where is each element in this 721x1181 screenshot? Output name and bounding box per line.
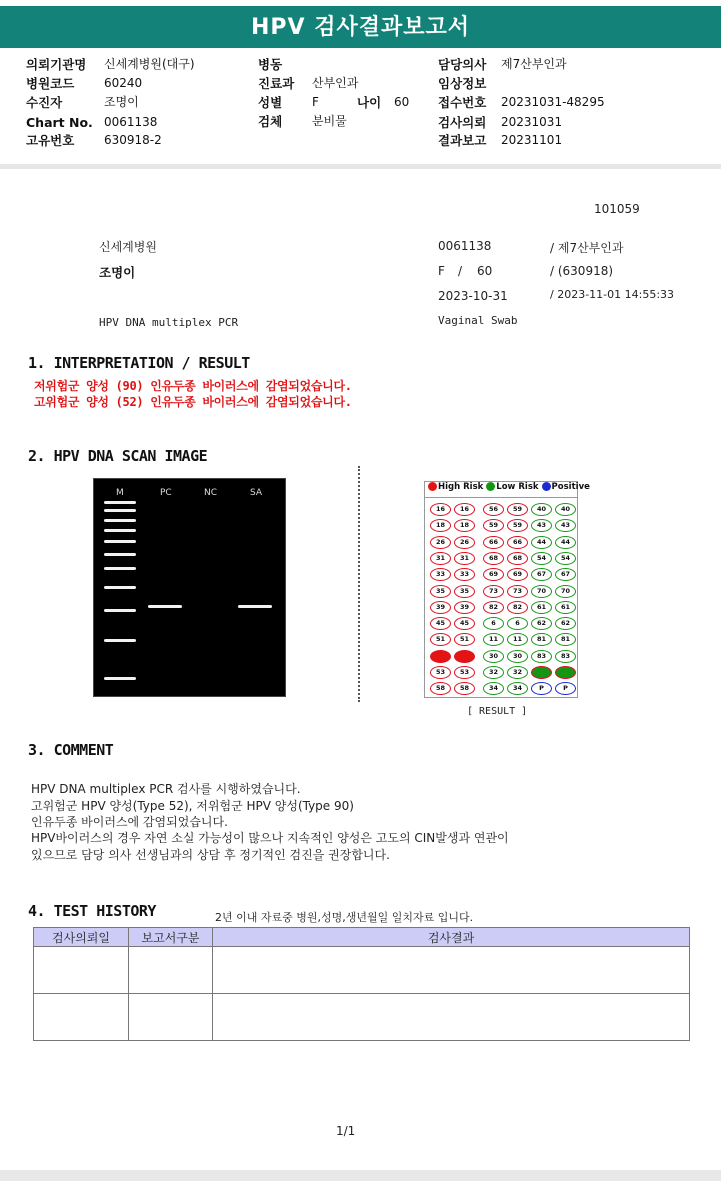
comment-line-2: 고위험군 HPV 양성(Type 52), 저위험군 HPV 양성(Type 90) bbox=[31, 799, 354, 813]
plate-well: 51 bbox=[454, 633, 475, 646]
info-collect-date: 2023-10-31 bbox=[438, 289, 508, 303]
label-receipt-no: 접수번호 bbox=[438, 95, 487, 110]
high-risk-dot-icon bbox=[428, 482, 437, 491]
value-specimen: 분비물 bbox=[312, 114, 347, 128]
marker-band bbox=[104, 586, 136, 589]
marker-band bbox=[104, 519, 136, 522]
result-line-1: 저위험군 양성 (90) 인유두종 바이러스에 감염되었습니다. bbox=[34, 379, 352, 393]
plate-well: 44 bbox=[531, 536, 552, 549]
plate-well: 82 bbox=[507, 601, 528, 614]
page-number: 1/1 bbox=[336, 1124, 356, 1138]
plate-well: 90 bbox=[531, 666, 552, 679]
marker-band bbox=[104, 529, 136, 532]
legend-high-risk: High Risk bbox=[438, 482, 484, 492]
value-doctor: 제7산부인과 bbox=[501, 57, 567, 71]
plate-well: 59 bbox=[507, 503, 528, 516]
plate-well: 56 bbox=[483, 503, 504, 516]
plate-well: 18 bbox=[430, 519, 451, 532]
label-request-date: 검사의뢰 bbox=[438, 115, 487, 130]
section-interpretation-heading: 1. INTERPRETATION / RESULT bbox=[28, 354, 250, 372]
plate-well: 33 bbox=[430, 568, 451, 581]
report-title: HPV 검사결과보고서 bbox=[0, 6, 721, 48]
plate-well: 32 bbox=[507, 666, 528, 679]
label-age: 나이 bbox=[357, 95, 382, 110]
plate-well: 58 bbox=[454, 682, 475, 695]
table-cell bbox=[129, 947, 213, 994]
plate-well: 54 bbox=[531, 552, 552, 565]
value-hospital-code: 60240 bbox=[104, 76, 143, 90]
label-clinical-info: 임상정보 bbox=[438, 76, 487, 91]
plate-well: 6 bbox=[507, 617, 528, 630]
plate-well: 59 bbox=[507, 519, 528, 532]
marker-band bbox=[104, 553, 136, 556]
info-patient: 조명이 bbox=[99, 265, 136, 280]
table-cell bbox=[129, 994, 213, 1041]
info-report-datetime: / 2023-11-01 14:55:33 bbox=[550, 288, 675, 301]
label-requester: 의뢰기관명 bbox=[26, 57, 87, 72]
plate-well: 68 bbox=[483, 552, 504, 565]
plate-well: 70 bbox=[531, 585, 552, 598]
divider bbox=[0, 164, 721, 169]
legend-low-risk: Low Risk bbox=[496, 482, 539, 492]
table-row bbox=[34, 947, 690, 994]
info-dept: / 제7산부인과 bbox=[550, 241, 624, 255]
history-header-result: 검사결과 bbox=[213, 928, 690, 947]
gel-lane-label-m: M bbox=[116, 488, 124, 498]
plate-well: P bbox=[555, 682, 576, 695]
plate-well: 68 bbox=[507, 552, 528, 565]
plate-well: 53 bbox=[430, 666, 451, 679]
plate-well: 83 bbox=[555, 650, 576, 663]
plate-well: 44 bbox=[555, 536, 576, 549]
positive-dot-icon bbox=[542, 482, 551, 491]
label-doctor: 담당의사 bbox=[438, 57, 487, 72]
plate-well: 53 bbox=[454, 666, 475, 679]
plate-well: 11 bbox=[483, 633, 504, 646]
plate-well: 31 bbox=[454, 552, 475, 565]
plate-well: 66 bbox=[483, 536, 504, 549]
info-age: 60 bbox=[477, 264, 493, 278]
plate-well: 81 bbox=[555, 633, 576, 646]
plate-well: 70 bbox=[555, 585, 576, 598]
section-comment-heading: 3. COMMENT bbox=[28, 741, 114, 759]
value-sex: F bbox=[312, 95, 319, 109]
label-hospital-code: 병원코드 bbox=[26, 76, 75, 91]
comment-line-5: 있으므로 담당 의사 선생님과의 상담 후 정기적인 검진을 권장합니다. bbox=[31, 848, 390, 862]
plate-well: 43 bbox=[531, 519, 552, 532]
plate-well: 43 bbox=[555, 519, 576, 532]
marker-band bbox=[104, 501, 136, 504]
history-header-request-date: 검사의뢰일 bbox=[34, 928, 129, 947]
value-receipt-no: 20231031-48295 bbox=[501, 95, 605, 109]
label-sex: 성별 bbox=[258, 95, 283, 110]
plate-well: 82 bbox=[483, 601, 504, 614]
pc-band bbox=[148, 605, 182, 608]
comment-line-4: HPV바이러스의 경우 자연 소실 가능성이 많으나 지속적인 양성은 고도의 CIN발생과 연관이 bbox=[31, 831, 509, 845]
plate-well: 35 bbox=[430, 585, 451, 598]
value-patient: 조명이 bbox=[104, 95, 139, 109]
marker-band bbox=[104, 509, 136, 512]
table-cell bbox=[213, 947, 690, 994]
label-patient: 수진자 bbox=[26, 95, 63, 110]
table-cell bbox=[213, 994, 690, 1041]
info-hospital: 신세계병원 bbox=[99, 240, 157, 254]
plate-well: 34 bbox=[507, 682, 528, 695]
result-line-2: 고위험군 양성 (52) 인유두종 바이러스에 감염되었습니다. bbox=[34, 395, 352, 409]
footer-bar bbox=[0, 1170, 721, 1181]
plate-well: 30 bbox=[483, 650, 504, 663]
marker-band bbox=[104, 567, 136, 570]
value-request-date: 20231031 bbox=[501, 115, 563, 129]
plate-well: 18 bbox=[454, 519, 475, 532]
gel-lane-label-sa: SA bbox=[250, 488, 263, 498]
plate-well: 52 bbox=[430, 650, 451, 663]
plate-legend bbox=[425, 482, 590, 498]
plate-well: 40 bbox=[531, 503, 552, 516]
plate-well: 45 bbox=[430, 617, 451, 630]
plate-well: 39 bbox=[454, 601, 475, 614]
plate-well: 58 bbox=[430, 682, 451, 695]
info-sex: F bbox=[438, 264, 445, 278]
info-birth: / (630918) bbox=[550, 264, 614, 278]
marker-band bbox=[104, 609, 136, 612]
plate-well: 54 bbox=[555, 552, 576, 565]
legend-positive: Positive bbox=[551, 482, 590, 492]
test-history-table bbox=[33, 927, 690, 1041]
plate-well: 40 bbox=[555, 503, 576, 516]
gel-lane-label-nc: NC bbox=[204, 488, 218, 498]
info-slash: / bbox=[458, 264, 463, 278]
section-test-history-heading: 4. TEST HISTORY bbox=[28, 902, 156, 920]
plate-well: 67 bbox=[555, 568, 576, 581]
comment-line-1: HPV DNA multiplex PCR 검사를 시행하였습니다. bbox=[31, 782, 301, 796]
marker-band bbox=[104, 639, 136, 642]
plate-well: 66 bbox=[507, 536, 528, 549]
plate-well: 51 bbox=[430, 633, 451, 646]
plate-well: 34 bbox=[483, 682, 504, 695]
plate-well: 26 bbox=[454, 536, 475, 549]
value-requester: 신세계병원(대구) bbox=[104, 57, 195, 71]
sample-band bbox=[238, 605, 272, 608]
plate-well: 30 bbox=[507, 650, 528, 663]
low-risk-dot-icon bbox=[486, 482, 495, 491]
plate-well: 26 bbox=[430, 536, 451, 549]
label-report-date: 결과보고 bbox=[438, 133, 487, 148]
plate-well: 83 bbox=[531, 650, 552, 663]
marker-band bbox=[104, 540, 136, 543]
plate-well: 45 bbox=[454, 617, 475, 630]
plate-well: 61 bbox=[531, 601, 552, 614]
info-chart: 0061138 bbox=[438, 239, 492, 253]
plate-well: 32 bbox=[483, 666, 504, 679]
plate-well: 67 bbox=[531, 568, 552, 581]
table-cell bbox=[34, 994, 129, 1041]
plate-well: P bbox=[531, 682, 552, 695]
value-unique-no: 630918-2 bbox=[104, 133, 162, 147]
plate-well: 35 bbox=[454, 585, 475, 598]
plate-well: 39 bbox=[430, 601, 451, 614]
marker-band bbox=[104, 677, 136, 680]
plate-well: 90 bbox=[555, 666, 576, 679]
history-header-report-type: 보고서구분 bbox=[129, 928, 213, 947]
plate-well: 16 bbox=[430, 503, 451, 516]
info-test-name: HPV DNA multiplex PCR bbox=[99, 316, 239, 329]
hpv-plate-result bbox=[424, 481, 590, 698]
label-chart-no: Chart No. bbox=[26, 115, 93, 130]
info-specimen: Vaginal Swab bbox=[438, 314, 518, 327]
gel-lane-label-pc: PC bbox=[160, 488, 172, 498]
value-age: 60 bbox=[394, 95, 410, 109]
image-separator bbox=[358, 466, 360, 702]
value-chart-no: 0061138 bbox=[104, 115, 158, 129]
history-note: 2년 이내 자료중 병원,성명,생년월일 일치자료 입니다. bbox=[215, 911, 474, 924]
label-ward: 병동 bbox=[258, 57, 283, 72]
plate-well: 69 bbox=[507, 568, 528, 581]
label-unique-no: 고유번호 bbox=[26, 133, 75, 148]
plate-well: 62 bbox=[555, 617, 576, 630]
value-department: 산부인과 bbox=[312, 76, 359, 90]
label-specimen: 검체 bbox=[258, 114, 283, 129]
plate-well: 6 bbox=[483, 617, 504, 630]
plate-well: 62 bbox=[531, 617, 552, 630]
plate-well: 52 bbox=[454, 650, 475, 663]
section-scan-image-heading: 2. HPV DNA SCAN IMAGE bbox=[28, 447, 208, 465]
plate-well: 11 bbox=[507, 633, 528, 646]
report-number: 101059 bbox=[594, 202, 640, 216]
gel-electrophoresis-image bbox=[94, 479, 285, 696]
comment-line-3: 인유두종 바이러스에 감염되었습니다. bbox=[31, 815, 228, 829]
plate-well: 59 bbox=[483, 519, 504, 532]
plate-well: 31 bbox=[430, 552, 451, 565]
plate-well: 16 bbox=[454, 503, 475, 516]
label-department: 진료과 bbox=[258, 76, 295, 91]
value-report-date: 20231101 bbox=[501, 133, 563, 147]
plate-well: 73 bbox=[507, 585, 528, 598]
table-cell bbox=[34, 947, 129, 994]
plate-well: 69 bbox=[483, 568, 504, 581]
plate-well: 73 bbox=[483, 585, 504, 598]
plate-well: 81 bbox=[531, 633, 552, 646]
table-row bbox=[34, 994, 690, 1041]
plate-well: 61 bbox=[555, 601, 576, 614]
plate-well: 33 bbox=[454, 568, 475, 581]
plate-caption: [ RESULT ] bbox=[467, 706, 528, 717]
